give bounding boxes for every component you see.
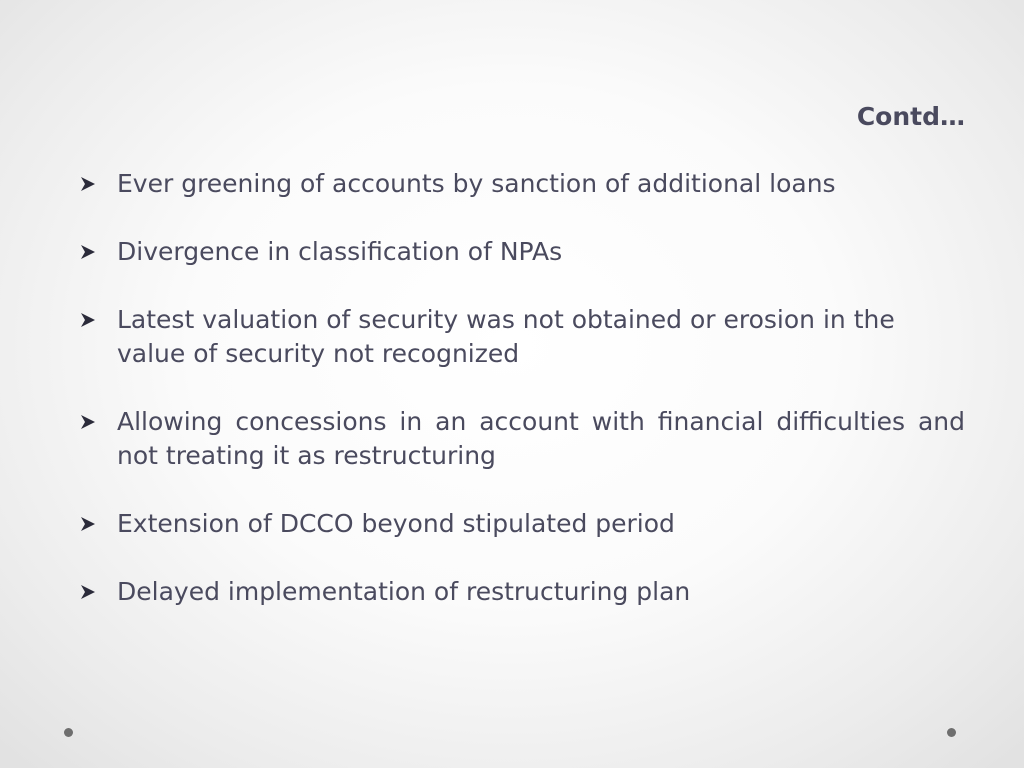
bullet-item: [80, 167, 965, 201]
bullet-text: Extension of DCCO beyond stipulated period: [117, 509, 675, 538]
arrow-bullet-icon: [80, 575, 117, 609]
bullet-text: Ever greening of accounts by sanction of additional loans: [117, 169, 836, 198]
bullet-item: [80, 235, 965, 269]
bullet-list: [80, 167, 965, 643]
bullet-text: Delayed implementation of restructuring plan: [117, 577, 691, 606]
bullet-item: [80, 575, 965, 609]
bullet-item: [80, 405, 965, 473]
arrow-bullet-icon: [80, 303, 117, 337]
bullet-item: [80, 507, 965, 541]
arrow-bullet-icon: [80, 405, 117, 439]
bullet-text: Divergence in classification of NPAs: [117, 237, 563, 266]
contd-label: Contd…: [856, 102, 965, 131]
bullet-text: Allowing concessions in an account with financial difficulties and not treating it as restructuring: [117, 407, 965, 470]
decorative-dot-left: [64, 728, 73, 737]
bullet-text: Latest valuation of security was not obtained or erosion in the value of security not recognized: [117, 305, 895, 368]
arrow-bullet-icon: [80, 507, 117, 541]
arrow-bullet-icon: [80, 167, 117, 201]
arrow-bullet-icon: [80, 235, 117, 269]
decorative-dot-right: [947, 728, 956, 737]
bullet-item: [80, 303, 965, 371]
